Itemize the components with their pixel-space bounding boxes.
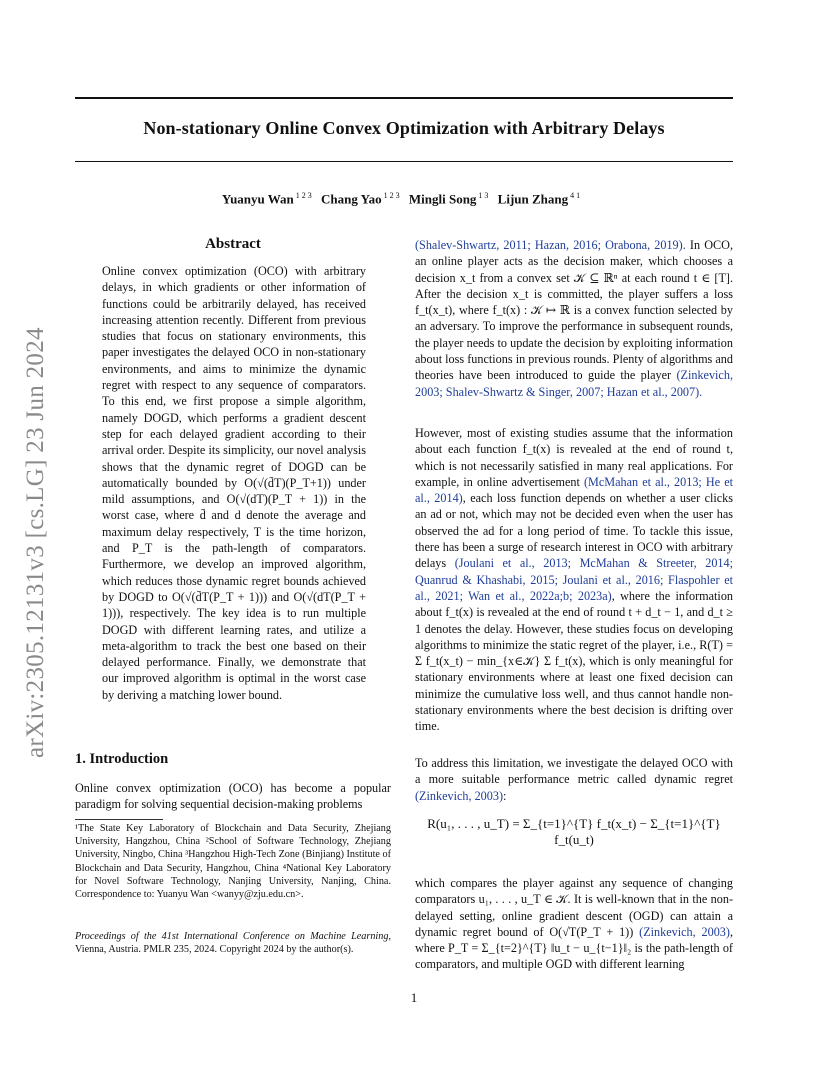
right-paragraph-4 <box>415 875 733 973</box>
author-name: Lijun Zhang <box>497 191 569 207</box>
paragraph-text: : <box>503 788 507 803</box>
proceedings-details: , Vienna, Austria. PMLR 235, 2024. Copyright 2024 by the author(s). <box>75 931 391 956</box>
introduction-text: Online convex optimization (OCO) has become a popular paradigm for solving sequential decision-making problems <box>75 781 391 812</box>
paragraph-text: , where the information about f_t(x) is revealed at the end of round t + d_t − 1, and d_t ≥ 1 denotes the delay. However, these studies focus on developing algorithms to minimize the static regret of the player, i.e., R(T) = Σ f_t(x_t) − min_{x∈𝒦} Σ f_t(x), which is only meaningful for stationary environments where at least one fixed decision can minimize the cumulative loss well, and thus cannot handle non-stationary environments where the best decision is drifting over time. <box>415 588 734 734</box>
paragraph-text: To address this limitation, we investigate the delayed OCO with a more suitable performance metric called dynamic regret <box>415 756 733 787</box>
proceedings-note <box>75 930 391 956</box>
paragraph-text: , where P_T = Σ_{t=2}^{T} ‖u_t − u_{t−1}‖₂ is the path-length of comparators, and multiple OGD with different learning <box>415 924 733 972</box>
author-list <box>75 191 733 207</box>
paragraph-text: which compares the player against any sequence of changing comparators u₁, . . . , u_T ∈ 𝒦. It is well-known that in the non-delayed setting, online gradient descent (OGD) can attain a dynamic regret bound of O(√T(P_T + 1)) <box>415 876 733 939</box>
title-top-rule <box>75 97 733 99</box>
citation-link[interactable]: (Zinkevich, 2003; Shalev-Shwartz & Singer, 2007; Hazan et al., 2007). <box>415 368 733 399</box>
author-affiliation: 1 3 <box>478 191 489 200</box>
paragraph-text: , each loss function depends on whether a user clicks an ad or not, which may not be decided even when the user has observed the ad for a long period of time. To tackle this issue, there has been a surge of research interest in OCO with arbitrary delays <box>415 491 734 571</box>
citation-link[interactable]: (Joulani et al., 2013; McMahan & Streeter, 2014; Quanrud & Khashabi, 2015; Joulani et al., 2016; Flaspohler et al., 2021; Wan et al., 2022a;b; 2023a) <box>415 556 733 603</box>
title-bottom-rule <box>75 161 733 162</box>
author-name: Mingli Song <box>408 191 477 207</box>
introduction-heading: 1. Introduction <box>75 751 169 767</box>
author-name: Yuanyu Wan <box>221 191 294 207</box>
right-paragraph-2 <box>415 425 733 735</box>
citation-link[interactable]: (Zinkevich, 2003) <box>639 924 730 939</box>
abstract-heading: Abstract <box>205 236 261 252</box>
citation-link[interactable]: (McMahan et al., 2013; He et al., 2014) <box>415 474 733 506</box>
paragraph-text: In OCO, an online player acts as the decision maker, which chooses a decision x_t from a convex set 𝒦 ⊆ ℝⁿ at each round t ∈ [T]. After the decision x_t is committed, the player suffers a loss f_t(x_t), where f_t(x) : 𝒦 ↦ ℝ is a convex function selected by an adversary. To improve the performance in subsequent rounds, the player needs to update the decision by exploiting information about loss functions in previous rounds. Plenty of algorithms and theories have been introduced to guide the player <box>415 238 734 383</box>
paragraph-text: However, most of existing studies assume that the information about each function f_t(x) is revealed at the end of round t, which is not necessarily satisfied in many real applications. For example, in online advertisement <box>415 426 733 489</box>
right-paragraph-3 <box>415 755 733 804</box>
citation-link[interactable]: (Shalev-Shwartz, 2011; Hazan, 2016; Orabona, 2019). <box>415 238 686 252</box>
right-paragraph-1 <box>415 237 733 400</box>
author-affiliation: 1 2 3 <box>383 191 400 200</box>
footnote-rule <box>75 819 163 820</box>
citation-link[interactable]: (Zinkevich, 2003) <box>415 788 503 803</box>
arxiv-watermark: arXiv:2305.12131v3 [cs.LG] 23 Jun 2024 <box>22 327 49 758</box>
author-affiliation: 1 2 3 <box>295 191 312 200</box>
proceedings-venue: Proceedings of the 41st International Conference on Machine Learning <box>75 931 389 942</box>
page-number: 1 <box>410 990 418 1005</box>
author-name: Chang Yao <box>321 191 382 207</box>
affiliation-footnote: ¹The State Key Laboratory of Blockchain and Data Security, Zhejiang University, Hangzhou, China ²School of Software Technology, Zhejiang University, Ningbo, China ³Hangzhou High-Tech Zone (Binjiang) Institute of Blockchain and Data Security, Hangzhou, China ⁴National Key Laboratory for Novel Software Technology, Nanjing University, Nanjing, China. Correspondence to: Yuanyu Wan <wanyy@zju.edu.cn>. <box>75 823 391 901</box>
author-affiliation: 4 1 <box>570 191 581 200</box>
dynamic-regret-equation: R(u₁, . . . , u_T) = Σ_{t=1}^{T} f_t(x_t) − Σ_{t=1}^{T} f_t(u_t) <box>427 816 721 847</box>
abstract-text: Online convex optimization (OCO) with arbitrary delays, in which gradients or other information of functions could be arbitrarily delayed, has received increasing attention recently. Different from previous studies that focus on stationary environments, this paper investigates the delayed OCO in non-stationary environments, and aims to minimize the dynamic regret with respect to any sequence of comparators. To this end, we first propose a simple algorithm, namely DOGD, which performs a gradient descent step for each delayed gradient according to their arrival order. Despite its simplicity, our novel analysis shows that the dynamic regret of DOGD can be automatically bounded by O(√(d̄T)(P_T+1)) under mild assumptions, and O(√(dT)(P_T + 1)) in the worst case, where d̄ and d denote the average and maximum delay respectively, T is the time horizon, and P_T is the path-length of comparators. Furthermore, we develop an improved algorithm, which reduces those dynamic regret bounds achieved by DOGD to O(√(d̄T(P_T + 1))) and O(√(dT(P_T + 1))), respectively. The key idea is to run multiple DOGD with different learning rates, and utilize a meta-algorithm to track the best one based on their delayed performance. Finally, we demonstrate that our improved algorithm is optimal in the worst case by deriving a matching lower bound. <box>102 264 366 702</box>
paper-title: Non-stationary Online Convex Optimization with Arbitrary Delays <box>143 118 665 138</box>
